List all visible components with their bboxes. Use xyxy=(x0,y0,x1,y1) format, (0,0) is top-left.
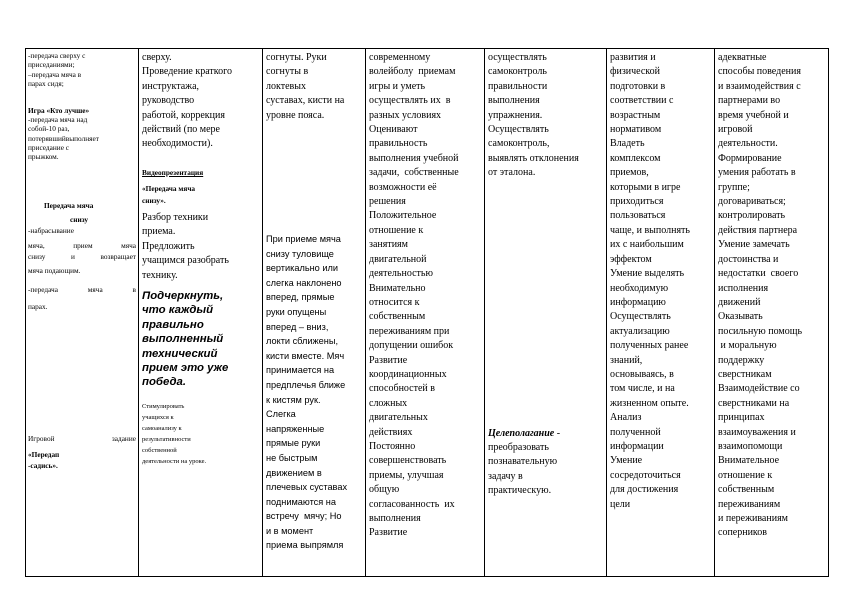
cognitive-text: развития и физической подготовки в соответствии с возрастным нормативом Владеть комплексом приемов, которыми в игре приходиться пользоваться чаще, и выполнять их с наибольшим эффектом Умение выделять необходимую информацию Осуществлять актуализацию полученных ранее знаний, основываясь, в том числе, и на жизненном опыте. Анализ полученной информации Умение сосредоточиться для достижения цели xyxy=(610,52,690,510)
goal-line xyxy=(488,427,560,441)
section-heading-2: снизу xyxy=(70,215,89,224)
exercise-list-a: -передача сверху с приседаниями; –передача мяча в парах сидя; xyxy=(28,51,86,88)
technique-text-b: При приеме мяча снизу туловище вертикально или слегка наклонено вперед, прямые руки опущены вперед – вниз, локти сближены, кисти вместе. Мяч принимается на предплечья ближе к кистям рук. Слегка напряженные прямые руки не быстрым движением в плечевых суставах поднимаются на встречу мячу; Но и в момент приема выпрямля xyxy=(266,234,348,551)
exercise-list-b: -передача мяча над собой-10 раз, потерявшийвыполняет приседание с прыжком. xyxy=(28,115,99,162)
goal-label: Целеполагание xyxy=(488,428,555,439)
column-cognitive xyxy=(607,49,715,576)
goal-dash: - xyxy=(554,428,561,439)
column-technique xyxy=(263,49,366,576)
exercise-line: мяча подающим. xyxy=(28,266,81,275)
video-title: «Передача мяча снизу». xyxy=(142,184,196,205)
regulative-text-a: осуществлять самоконтроль правильности выполнения упражнения. Осуществлять самоконтроль, выявлять отклонения от эталона. xyxy=(488,52,579,179)
exercise-line: парах. xyxy=(28,302,48,311)
exercise-line: снизу и возвращает xyxy=(28,252,136,261)
exercise-line: мяча, прием мяча xyxy=(28,241,136,250)
teacher-text-a: сверху. Проведение краткого инструктажа, руководство работой, коррекция действий (по мере необходимости). xyxy=(142,52,232,150)
game-task-name: «Передап -садись». xyxy=(28,450,60,470)
video-label: Видеопрезентация xyxy=(142,168,204,177)
column-personal-results xyxy=(366,49,485,576)
technique-text-a: согнуты. Руки согнуты в локтевых суставах, кисти на уровне пояса. xyxy=(266,52,345,121)
game-title: Игра «Кто лучше» xyxy=(28,106,90,115)
column-communicative xyxy=(715,49,830,576)
teacher-text-b: Разбор техники приема. Предложить учащимся разобрать технику. xyxy=(142,212,229,281)
column-exercises xyxy=(26,49,139,576)
teacher-emphasis: Подчеркнуть, что каждый правильно выполненный технический прием это уже победа. xyxy=(142,290,229,389)
exercise-line: -набрасывание xyxy=(28,226,74,235)
lesson-plan-table xyxy=(25,48,829,577)
game-task: Игровой задание xyxy=(28,434,136,443)
column-teacher xyxy=(139,49,263,576)
column-regulative xyxy=(485,49,607,576)
personal-results-text: современному волейболу приемам игры и уметь осуществлять их в разных условиях Оценивают правильность выполнения учебной задачи, собственные возможности её решения Положительное отношение к занятиям двигательной деятельностью Внимательно относится к собственным переживаниям при допущении ошибок Развитие координационных способностей в сложных двигательных действиях Постоянно совершенствовать приемы, улучшая общую согласованность их выполнения Развитие xyxy=(369,52,459,539)
communicative-text: адекватные способы поведения и взаимодействия с партнерами во время учебной и игровой деятельности. Формирование умения работать в группе; договариваться; контролировать действия партнера Умение замечать достоинства и недостатки своего исполнения движений Оказывать посильную помощь и моральную поддержку сверстникам Взаимодействие со сверстниками на принципах взаимоуважения и взаимопомощи Внимательное отношение к собственным переживаниям и переживаниям соперников xyxy=(718,52,803,539)
teacher-text-c: Стимулировать учащихся к самоанализу к результативности собственной деятельности на уроке. xyxy=(142,403,207,465)
section-heading: Передача мяча xyxy=(44,201,94,210)
regulative-text-b: преобразовать познавательную задачу в практическую. xyxy=(488,442,558,497)
exercise-line: -передача мяча в xyxy=(28,285,136,294)
